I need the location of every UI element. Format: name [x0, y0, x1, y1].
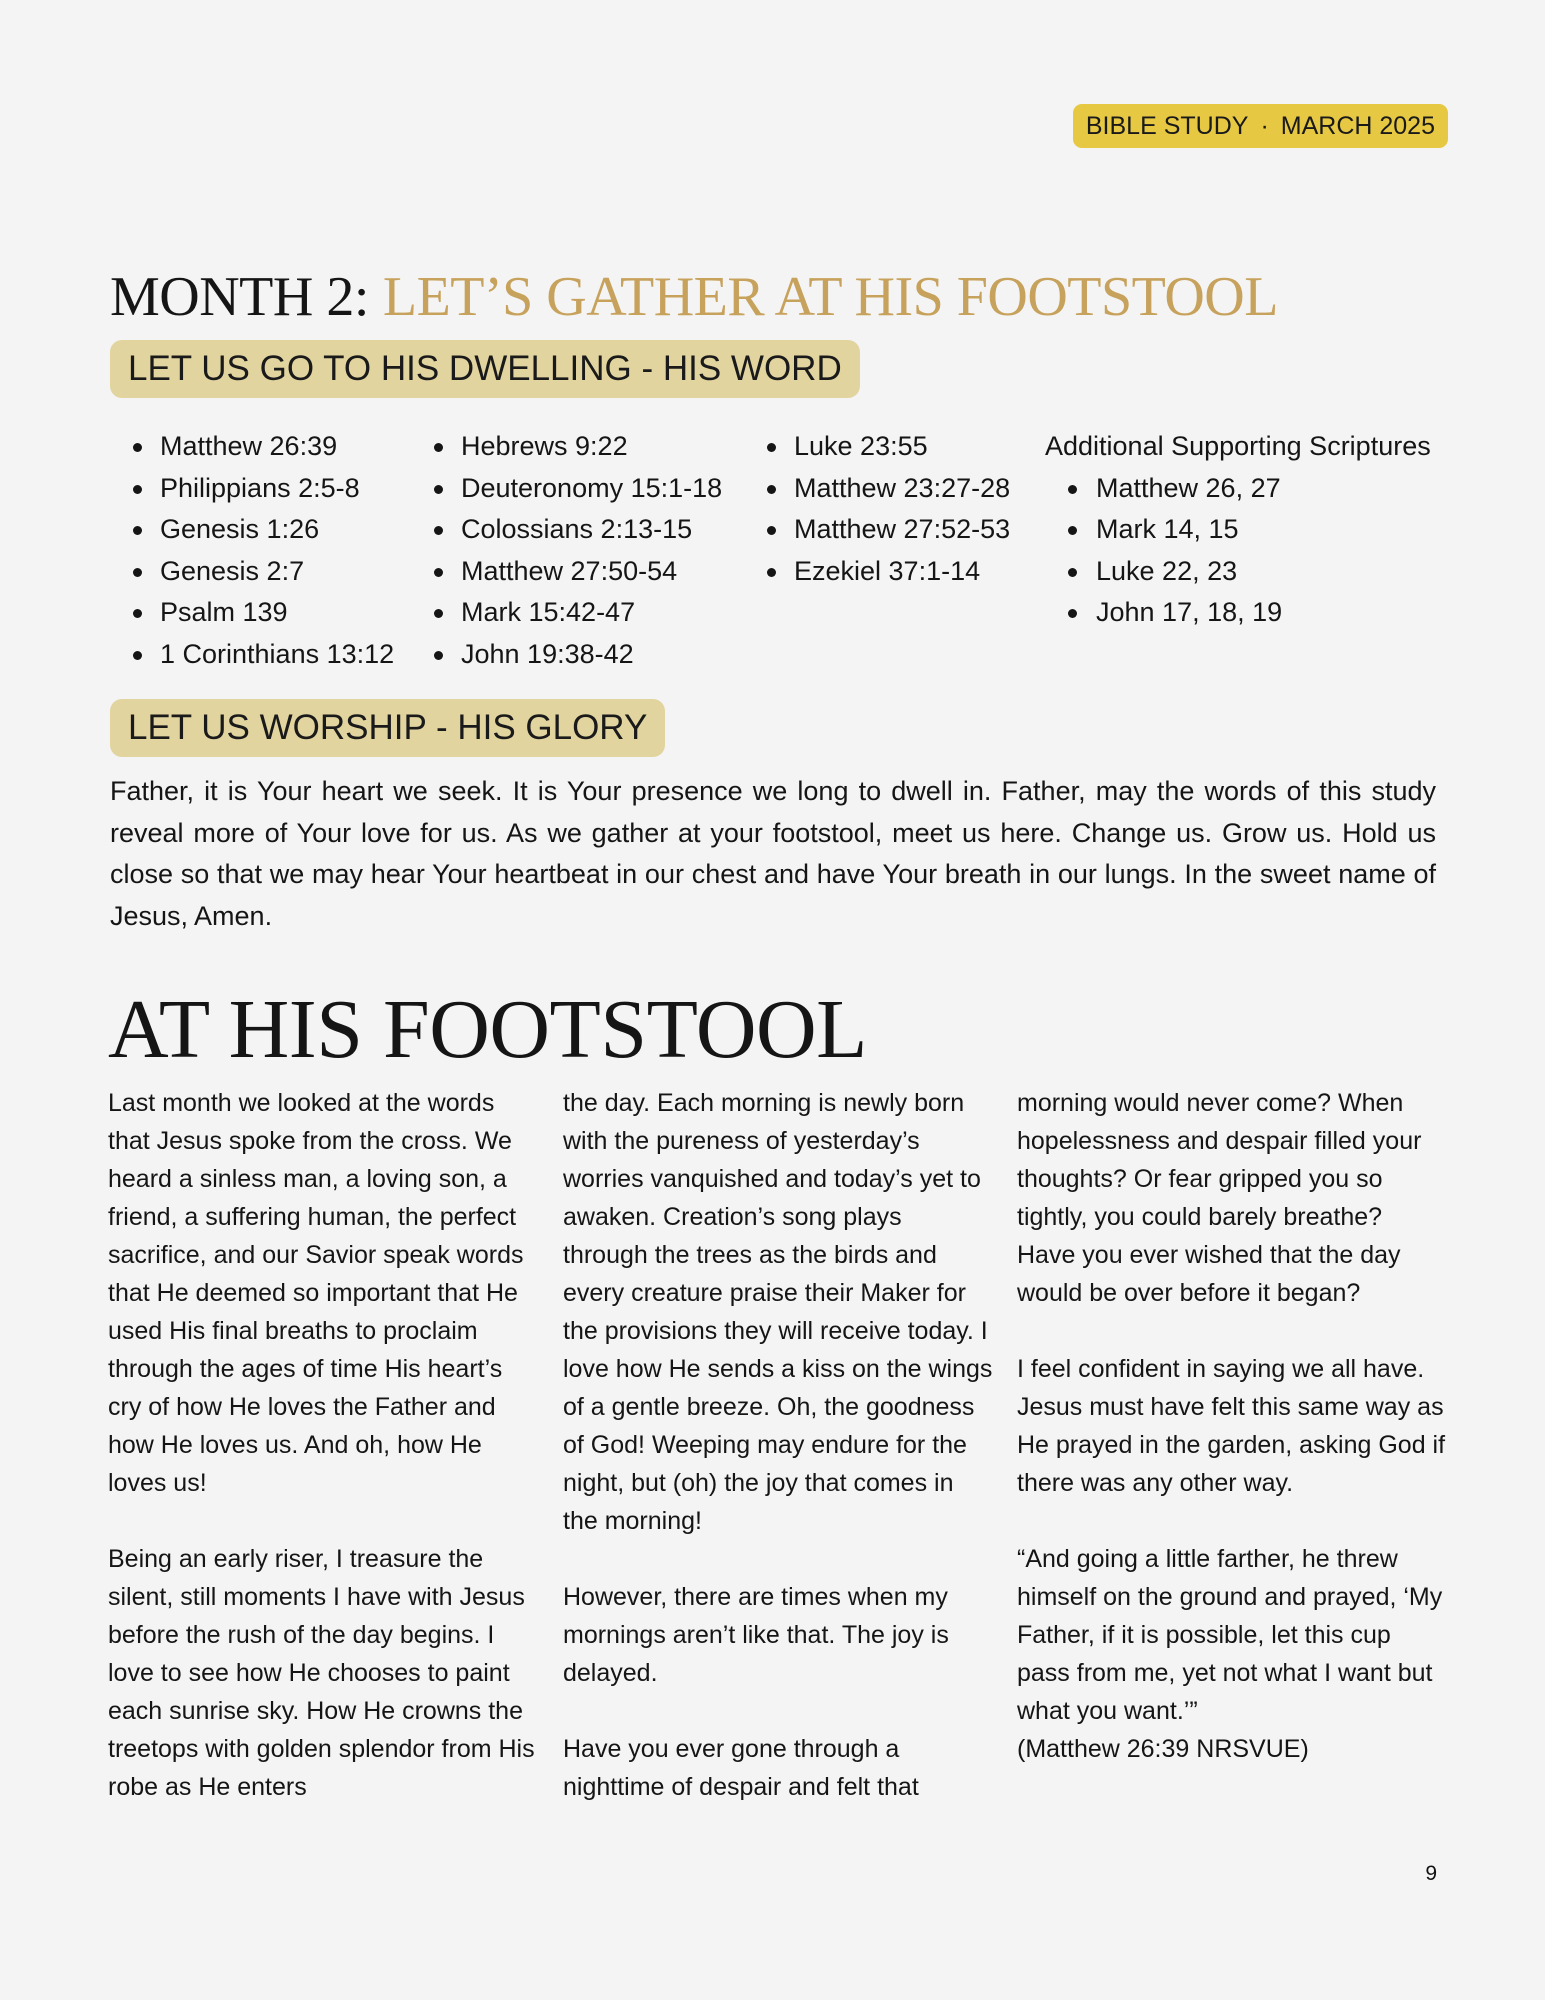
prayer-paragraph: Father, it is Your heart we seek. It is Your presence we long to dwell in. Father, may the words of this study reveal more of Your love for us. As we gather at your footstool, meet us here. Change us. Grow us. Hold us close so that we may hear Your heartbeat in our chest and have Your breath in our lungs. In the sweet name of Jesus, Amen.	[110, 776, 1436, 931]
section-heading-worship-label: LET US WORSHIP - HIS GLORY	[128, 708, 648, 747]
article-column-2	[563, 1084, 993, 1806]
scripture-reference: Matthew 26:39	[110, 426, 394, 468]
scripture-reference: Matthew 26, 27	[1045, 468, 1431, 510]
badge-separator: ·	[1260, 111, 1269, 140]
month-title	[110, 262, 1278, 332]
scripture-reference: John 19:38-42	[411, 634, 722, 676]
header-badge	[1073, 104, 1448, 148]
supporting-scriptures-heading: Additional Supporting Scriptures	[1045, 431, 1431, 461]
scripture-reference: Psalm 139	[110, 592, 394, 634]
scripture-reference: Mark 14, 15	[1045, 509, 1431, 551]
scripture-list-3	[744, 426, 1010, 592]
section-heading-word	[110, 340, 860, 398]
article-paragraph: Have you ever gone through a nighttime of despair and felt that	[563, 1735, 919, 1801]
scripture-reference: Luke 23:55	[744, 426, 1010, 468]
scripture-reference: Matthew 27:50-54	[411, 551, 722, 593]
scripture-reference: Genesis 1:26	[110, 509, 394, 551]
scripture-reference: Matthew 27:52-53	[744, 509, 1010, 551]
scripture-reference: Colossians 2:13-15	[411, 509, 722, 551]
supporting-scriptures	[1045, 426, 1431, 634]
scripture-reference: Philippians 2:5-8	[110, 468, 394, 510]
month-theme: LET’S GATHER AT HIS FOOTSTOOL	[382, 266, 1278, 328]
article-paragraph: “And going a little farther, he threw himself on the ground and prayed, ‘My Father, if it is possible, let this cup pass from me, yet not what I want but what you want.’” (Matthew 26:39 NRSVUE)	[1017, 1545, 1443, 1763]
article-paragraph: Last month we looked at the words that Jesus spoke from the cross. We heard a sinless man, a loving son, a friend, a suffering human, the perfect sacrifice, and our Savior speak words that He deemed so important that He used His final breaths to proclaim through the ages of time His heart’s cry of how He loves the Father and how He loves us. And oh, how He loves us!	[108, 1089, 524, 1497]
article-paragraph: morning would never come? When hopelessness and despair filled your thoughts? Or fear gripped you so tightly, you could barely breathe? Have you ever wished that the day would be over before it began?	[1017, 1089, 1422, 1307]
scripture-list-1	[110, 426, 394, 676]
scripture-reference: John 17, 18, 19	[1045, 592, 1431, 634]
scripture-list-2	[411, 426, 722, 676]
badge-date: MARCH 2025	[1280, 111, 1435, 140]
article-paragraph: I feel confident in saying we all have. Jesus must have felt this same way as He prayed in the garden, asking God if there was any other way.	[1017, 1355, 1446, 1497]
scripture-reference: Matthew 23:27-28	[744, 468, 1010, 510]
page-number: 9	[1425, 1862, 1437, 1885]
scripture-reference: Ezekiel 37:1-14	[744, 551, 1010, 593]
article-paragraph: Being an early riser, I treasure the silent, still moments I have with Jesus before the rush of the day begins. I love to see how He chooses to paint each sunrise sky. How He crowns the treetops with golden splendor from His robe as He enters	[108, 1545, 535, 1801]
article-paragraph: However, there are times when my mornings aren’t like that. The joy is delayed.	[563, 1583, 949, 1687]
scripture-reference: Hebrews 9:22	[411, 426, 722, 468]
month-prefix: MONTH 2:	[110, 266, 369, 328]
badge-label: BIBLE STUDY	[1085, 111, 1249, 140]
article-column-3	[1017, 1084, 1447, 1768]
scripture-reference: 1 Corinthians 13:12	[110, 634, 394, 676]
article-column-1	[108, 1084, 538, 1806]
scripture-reference: Deuteronomy 15:1-18	[411, 468, 722, 510]
scripture-reference: Luke 22, 23	[1045, 551, 1431, 593]
scripture-reference: Genesis 2:7	[110, 551, 394, 593]
section-heading-word-label: LET US GO TO HIS DWELLING - HIS WORD	[128, 349, 842, 388]
article-title: AT HIS FOOTSTOOL	[108, 983, 867, 1076]
article-paragraph: the day. Each morning is newly born with the pureness of yesterday’s worries vanquished and today’s yet to awaken. Creation’s song plays through the trees as the birds and every creature praise their Maker for the provisions they will receive today. I love how He sends a kiss on the wings of a gentle breeze. Oh, the goodness of God! Weeping may endure for the night, but (oh) the joy that comes in the morning!	[563, 1089, 993, 1535]
scripture-reference: Mark 15:42-47	[411, 592, 722, 634]
section-heading-worship	[110, 699, 665, 757]
